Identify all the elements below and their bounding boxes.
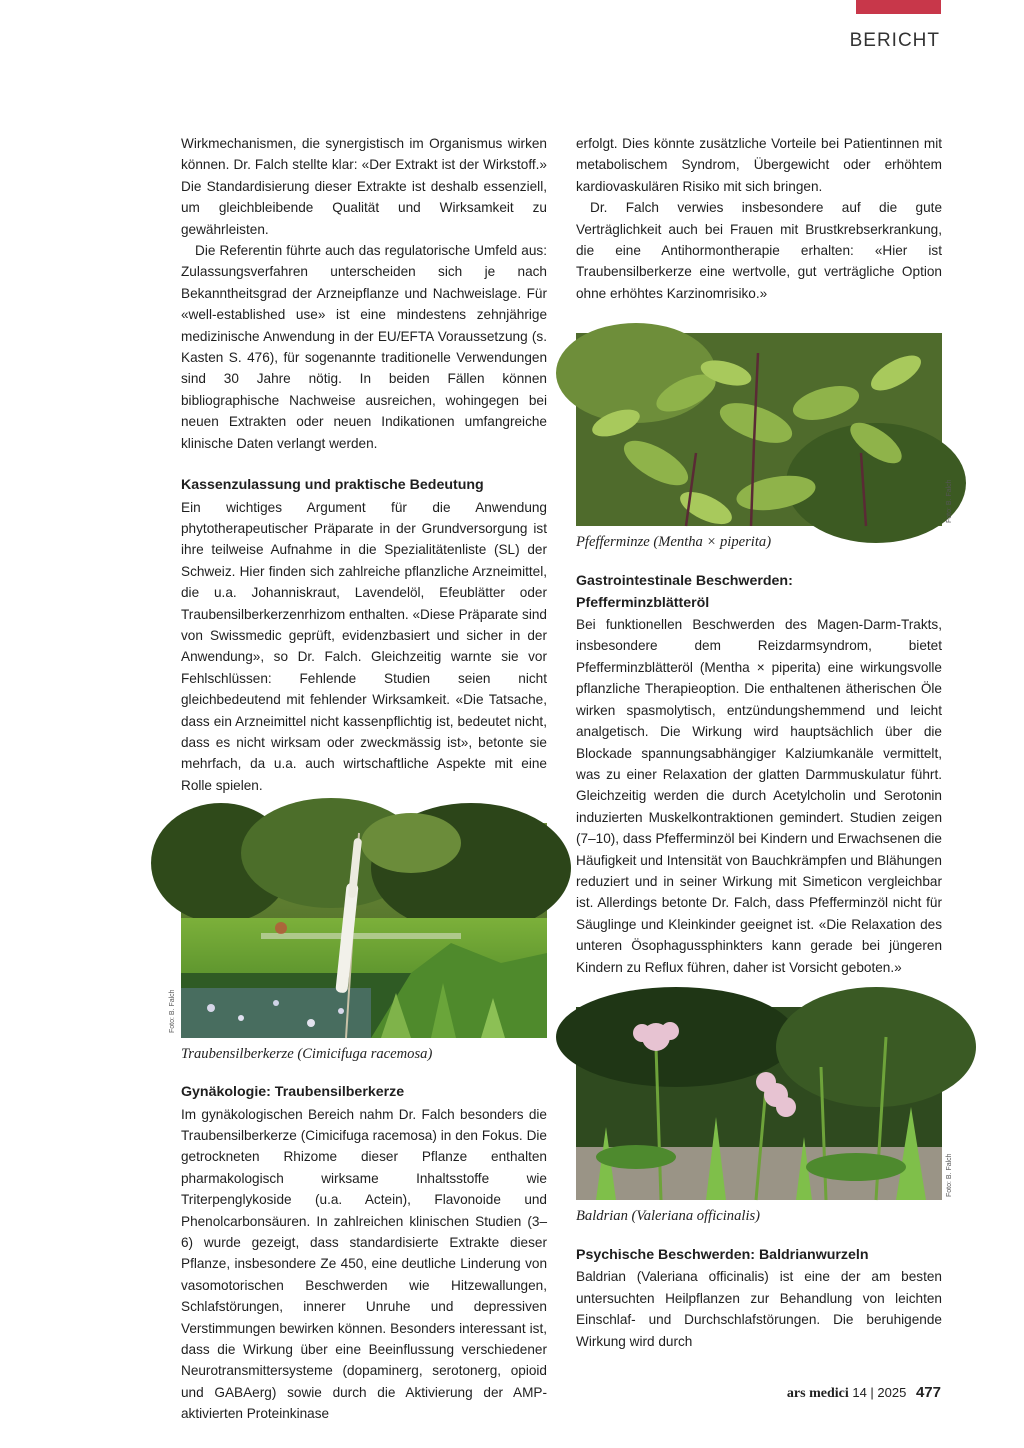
left-column [169,133,547,1425]
section-heading: Kassenzulassung und praktische Bedeutung [181,477,484,494]
cimicifuga-photo [169,823,547,1038]
paragraph: erfolgt. Dies könnte zusätzliche Vorteile bei Patientinnen mit metabolischem Syndrom, Übergewicht oder erhöhtem kardiovaskulären Risiko mit sich bringen. [576,136,942,194]
photo-caption: Pfefferminze (Mentha × piperita) [576,534,772,551]
section-heading: Gynäkologie: Traubensilberkerze [181,1084,405,1101]
page-number: 477 [915,1384,941,1401]
paragraph: Bei funktionellen Beschwerden des Magen-Darm-Trakts, insbesondere dem Reizdarmsyndrom, bietet Pfefferminzblätteröl (Mentha × piperita) eine wirkungsvolle pflanzliche Therapieoption. Die enthaltenen ätherischen Öle wirken spasmolytisch, entzündungshemmend und leicht analgetisch. Die Wirkung wird hauptsächlich über die Blockade spannungsabhängiger Kalziumkanäle vermittelt, was zu einer Relaxation der glatten Darmmuskulatur führt. Gleichzeitig werden die durch Acetylcholin und Serotonin induzierten Muskelkontraktionen gemindert. Studien zeigen (7–10), dass Pfefferminzöl bei Kindern und Erwachsenen die Häufigkeit und Intensität von Bauchkrämpfen und Blähungen reduziert und in seiner Wirkung mit Simeticon vergleichbar ist. Allerdings betonte Dr. Falch, dass Pfefferminzöl nicht für Säuglinge und Kleinkinder geeignet ist. «Die Relaxation des unteren Ösophagussphinkters kann gerade bei jüngeren Kindern zu Reflux führen, daher ist Vorsicht geboten.» [576,617,942,975]
right-column [576,133,953,1352]
header-accent-bar [856,0,941,14]
paragraph: Baldrian (Valeriana officinalis) ist eine der am besten untersuchten Heilpflanzen zur Behandlung von leichten Einschlaf- und Durchschlafstörungen. Die beruhigende Wirkung wird durch [576,1269,942,1349]
photo-credit: Foto: B. Falch [946,479,953,524]
photo-caption: Traubensilberkerze (Cimicifuga racemosa) [181,1046,433,1063]
peppermint-photo [576,333,953,526]
section-heading: Psychische Beschwerden: Baldrianwurzeln [576,1246,869,1263]
paragraph: Im gynäkologischen Bereich nahm Dr. Falch besonders die Traubensilberkerze (Cimicifuga racemosa) in den Fokus. Die getrockneten Rhizome dieser Pflanze enthalten pharmakologisch wirksame Inhaltsstoffe wie Triterpenglykoside (u.a. Actein), Flavonoide und Phenolcarbonsäuren. In zahlreichen klinischen Studien (3–6) wurde gezeigt, dass standardisierte Extrakte dieser Pflanze, insbesondere Ze 450, eine deutliche Linderung von vasomotorischen Beschwerden wie Hitzewallungen, Schlafstörungen, innerer Unruhe und depressiven Verstimmungen bewirken können. Besonders interessant ist, dass die Wirkung über eine Beeinflussung verschiedener Neurotransmittersysteme (dopaminerg, serotonerg, opioid und GABAerg) sowie durch die Aktivierung der AMP-aktivierten Proteinkinase [181,1106,547,1422]
section-label: BERICHT [849,30,940,51]
page-footer [787,1384,941,1402]
paragraph: Wirkmechanismen, die synergistisch im Organismus wirken können. Dr. Falch stellte klar: «Der Extrakt ist der Wirkstoff.» Die Standardisierung dieser Extrakte ist deshalb essenziell, um gleichbleibende Qualität und Wirksamkeit zu gewährleisten. [181,136,547,237]
paragraph: Ein wichtiges Argument für die Anwendung phytotherapeutischer Präparate in der Grundversorgung ist ihre teilweise Aufnahme in die Spezialitätenliste (SL) der Schweiz. Hier finden sich zahlreiche pflanzliche Arzneimittel, die u.a. Johanniskraut, Lavendelöl, Efeublätter oder Traubensilberkerzenrhizom enthalten. «Diese Präparate sind von Swissmedic geprüft, evidenzbasiert und sicher in der Anwendung», so Dr. Falch. Gleichzeitig warnte sie vor Fehlschlüssen: Fehlende Studien seien nicht gleichbedeutend mit fehlender Wirksamkeit. «Die Tatsache, dass ein Arzneimittel nicht kassenpflichtig ist, bedeutet nicht, dass es nicht wirksam oder zweckmässig ist», betonte sie mehrfach, da u.a. auch wirtschaftliche Aspekte mit eine Rolle spielen. [181,499,547,793]
issue-number: 14 | 2025 [852,1385,907,1400]
garden-image [181,823,547,1038]
paragraph: Dr. Falch verwies insbesondere auf die gute Verträglichkeit auch bei Frauen mit Brustkrebserkrankung, die eine Antihormontherapie erhalten: «Hier ist Traubensilberkerze eine wertvolle, gut verträgliche Option ohne erhöhtes Karzinomrisiko.» [576,200,942,301]
valerian-image [576,1007,942,1200]
photo-caption: Baldrian (Valeriana officinalis) [576,1207,761,1224]
section-heading: Pfefferminzblätteröl [576,594,710,611]
photo-credit: Foto: B. Falch [946,1153,953,1197]
paragraph: Die Referentin führte auch das regulatorische Umfeld aus: Zulassungsverfahren unterscheiden sich je nach Bekanntheitsgrad der Arzneipflanze und Nachweislage. Für «well-established use» ist eine mindestens zehnjährige medizinische Anwendung in der EU/EFTA Voraussetzung (s. Kasten S. 476), für sogenannte traditionelle Verwendungen sind 30 Jahre nötig. In beiden Fällen können bibliographische Nachweise ausreichen, wohingegen bei neuen Extrakten oder neuen Indikationen umfangreiche klinische Daten verlangt werden. [181,243,547,451]
peppermint-image [576,333,942,526]
section-heading: Gastrointestinale Beschwerden: [576,573,793,590]
photo-credit: Foto: B. Falch [169,989,176,1034]
journal-name: ars medici [786,1386,849,1401]
valerian-photo [576,1007,953,1200]
